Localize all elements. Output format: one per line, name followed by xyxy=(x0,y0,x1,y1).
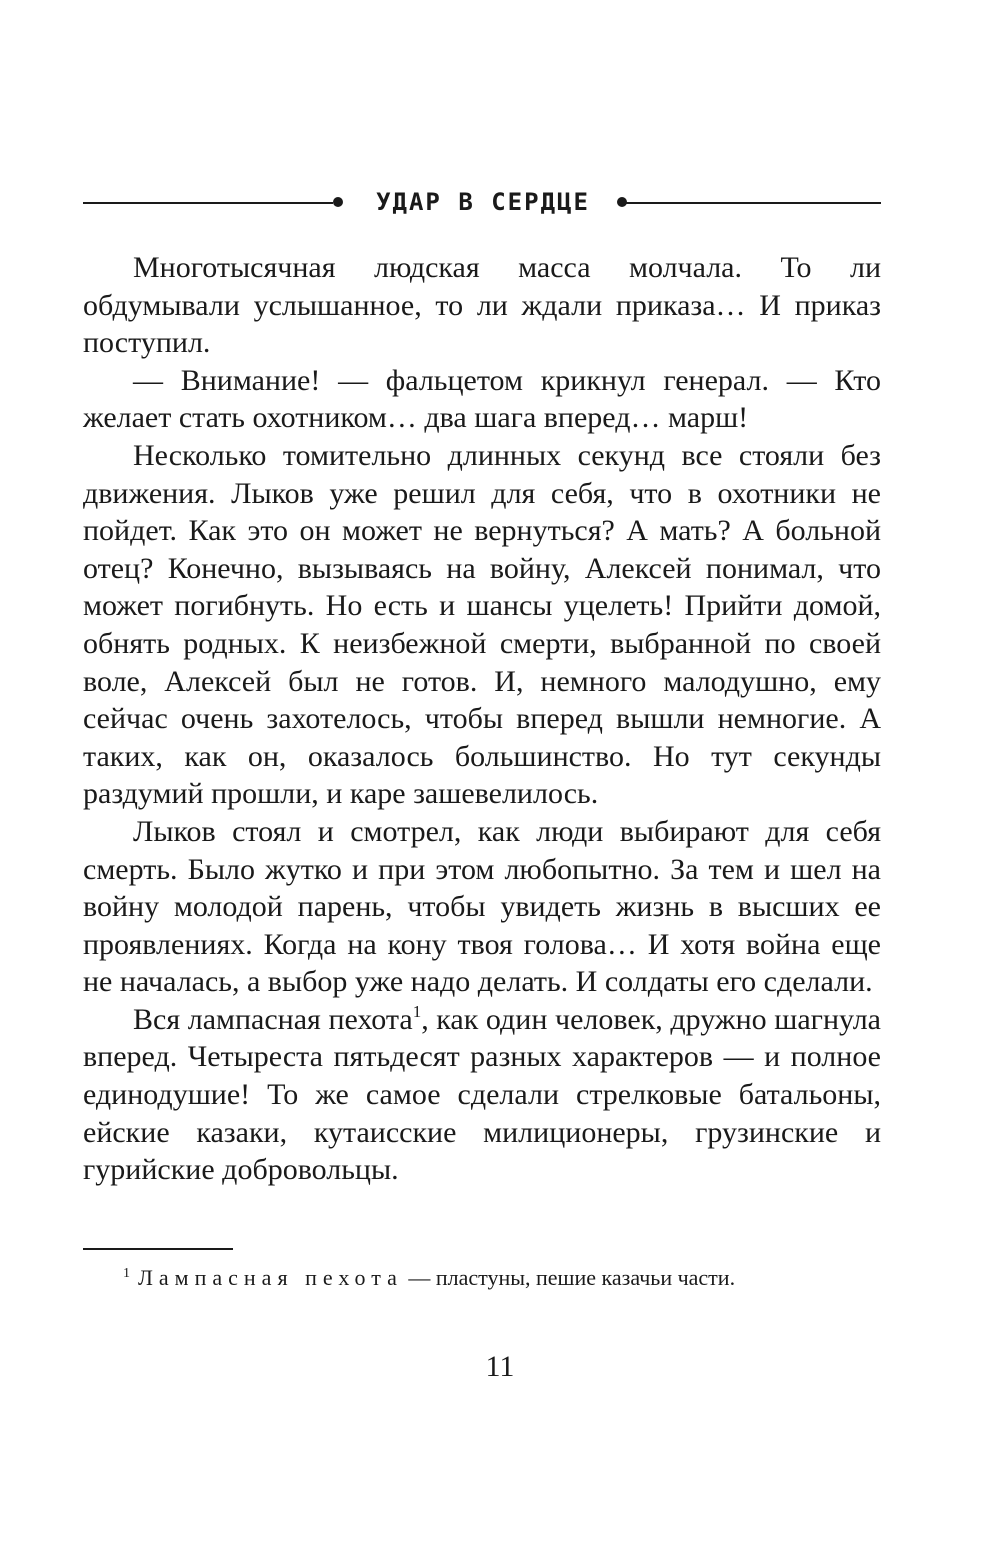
paragraph: — Внимание! — фальцетом крикнул генерал. — Кто желает стать охотником… два шага вперед… марш! xyxy=(83,363,881,435)
paragraph: Многотысячная людская масса молчала. То ли обдумывали услышанное, то ли ждали приказа… И приказ поступил. xyxy=(83,251,881,360)
header-bullet-left xyxy=(333,197,343,207)
running-head-title: УДАР В СЕРДЦЕ xyxy=(376,188,590,216)
header-rule-left xyxy=(83,202,333,204)
paragraph xyxy=(83,1001,881,1189)
header-rule-right xyxy=(625,202,881,204)
page-number: 11 xyxy=(485,1350,515,1383)
footnote-separator xyxy=(83,1248,233,1250)
paragraph: Лыков стоял и смотрел, как люди выбирают для себя смерть. Было жутко и при этом любопытно. За тем и шел на войну молодой парень, чтобы увидеть жизнь в высших ее проявлениях. Когда на кону твоя голова… И хотя война еще не началась, а выбор уже надо делать. И солдаты его сделали. xyxy=(83,814,881,999)
paragraph-text: Вся лампасная пехота xyxy=(133,1002,413,1036)
body-text xyxy=(83,249,881,1189)
paragraph: Несколько томительно длинных секунд все стояли без движения. Лыков уже решил для себя, что в охотники не пойдет. Как это он может не вернуться? А мать? А больной отец? Конечно, вызываясь на войну, Алексей понимал, что может погибнуть. Но есть и шансы уцелеть! Прийти домой, обнять родных. К неизбежной смерти, выбранной по своей воле, Алексей был не готов. И, немного малодушно, ему сейчас очень захотелось, чтобы вперед вышли немногие. А таких, как он, оказалось большинство. Но тут секунды раздумий прошли, и каре зашевелилось. xyxy=(83,438,881,811)
footnote-reference: 1 xyxy=(412,1001,422,1021)
footnote-mark: 1 xyxy=(123,1266,130,1281)
running-header xyxy=(83,183,881,223)
paragraph-text: , как один человек, дружно шагнула вперед. Четыреста пятьдесят разных характеров — и полное единодушие! То же самое сделали стрелковые батальоны, ейские казаки, кутаисские милиционеры, грузинские и гурийские добровольцы. xyxy=(83,1002,881,1187)
footnote-definition: — пластуны, пешие казачьи части. xyxy=(402,1265,736,1290)
footnote-term: Лампасная пехота xyxy=(138,1265,403,1290)
footnote xyxy=(83,1262,881,1294)
